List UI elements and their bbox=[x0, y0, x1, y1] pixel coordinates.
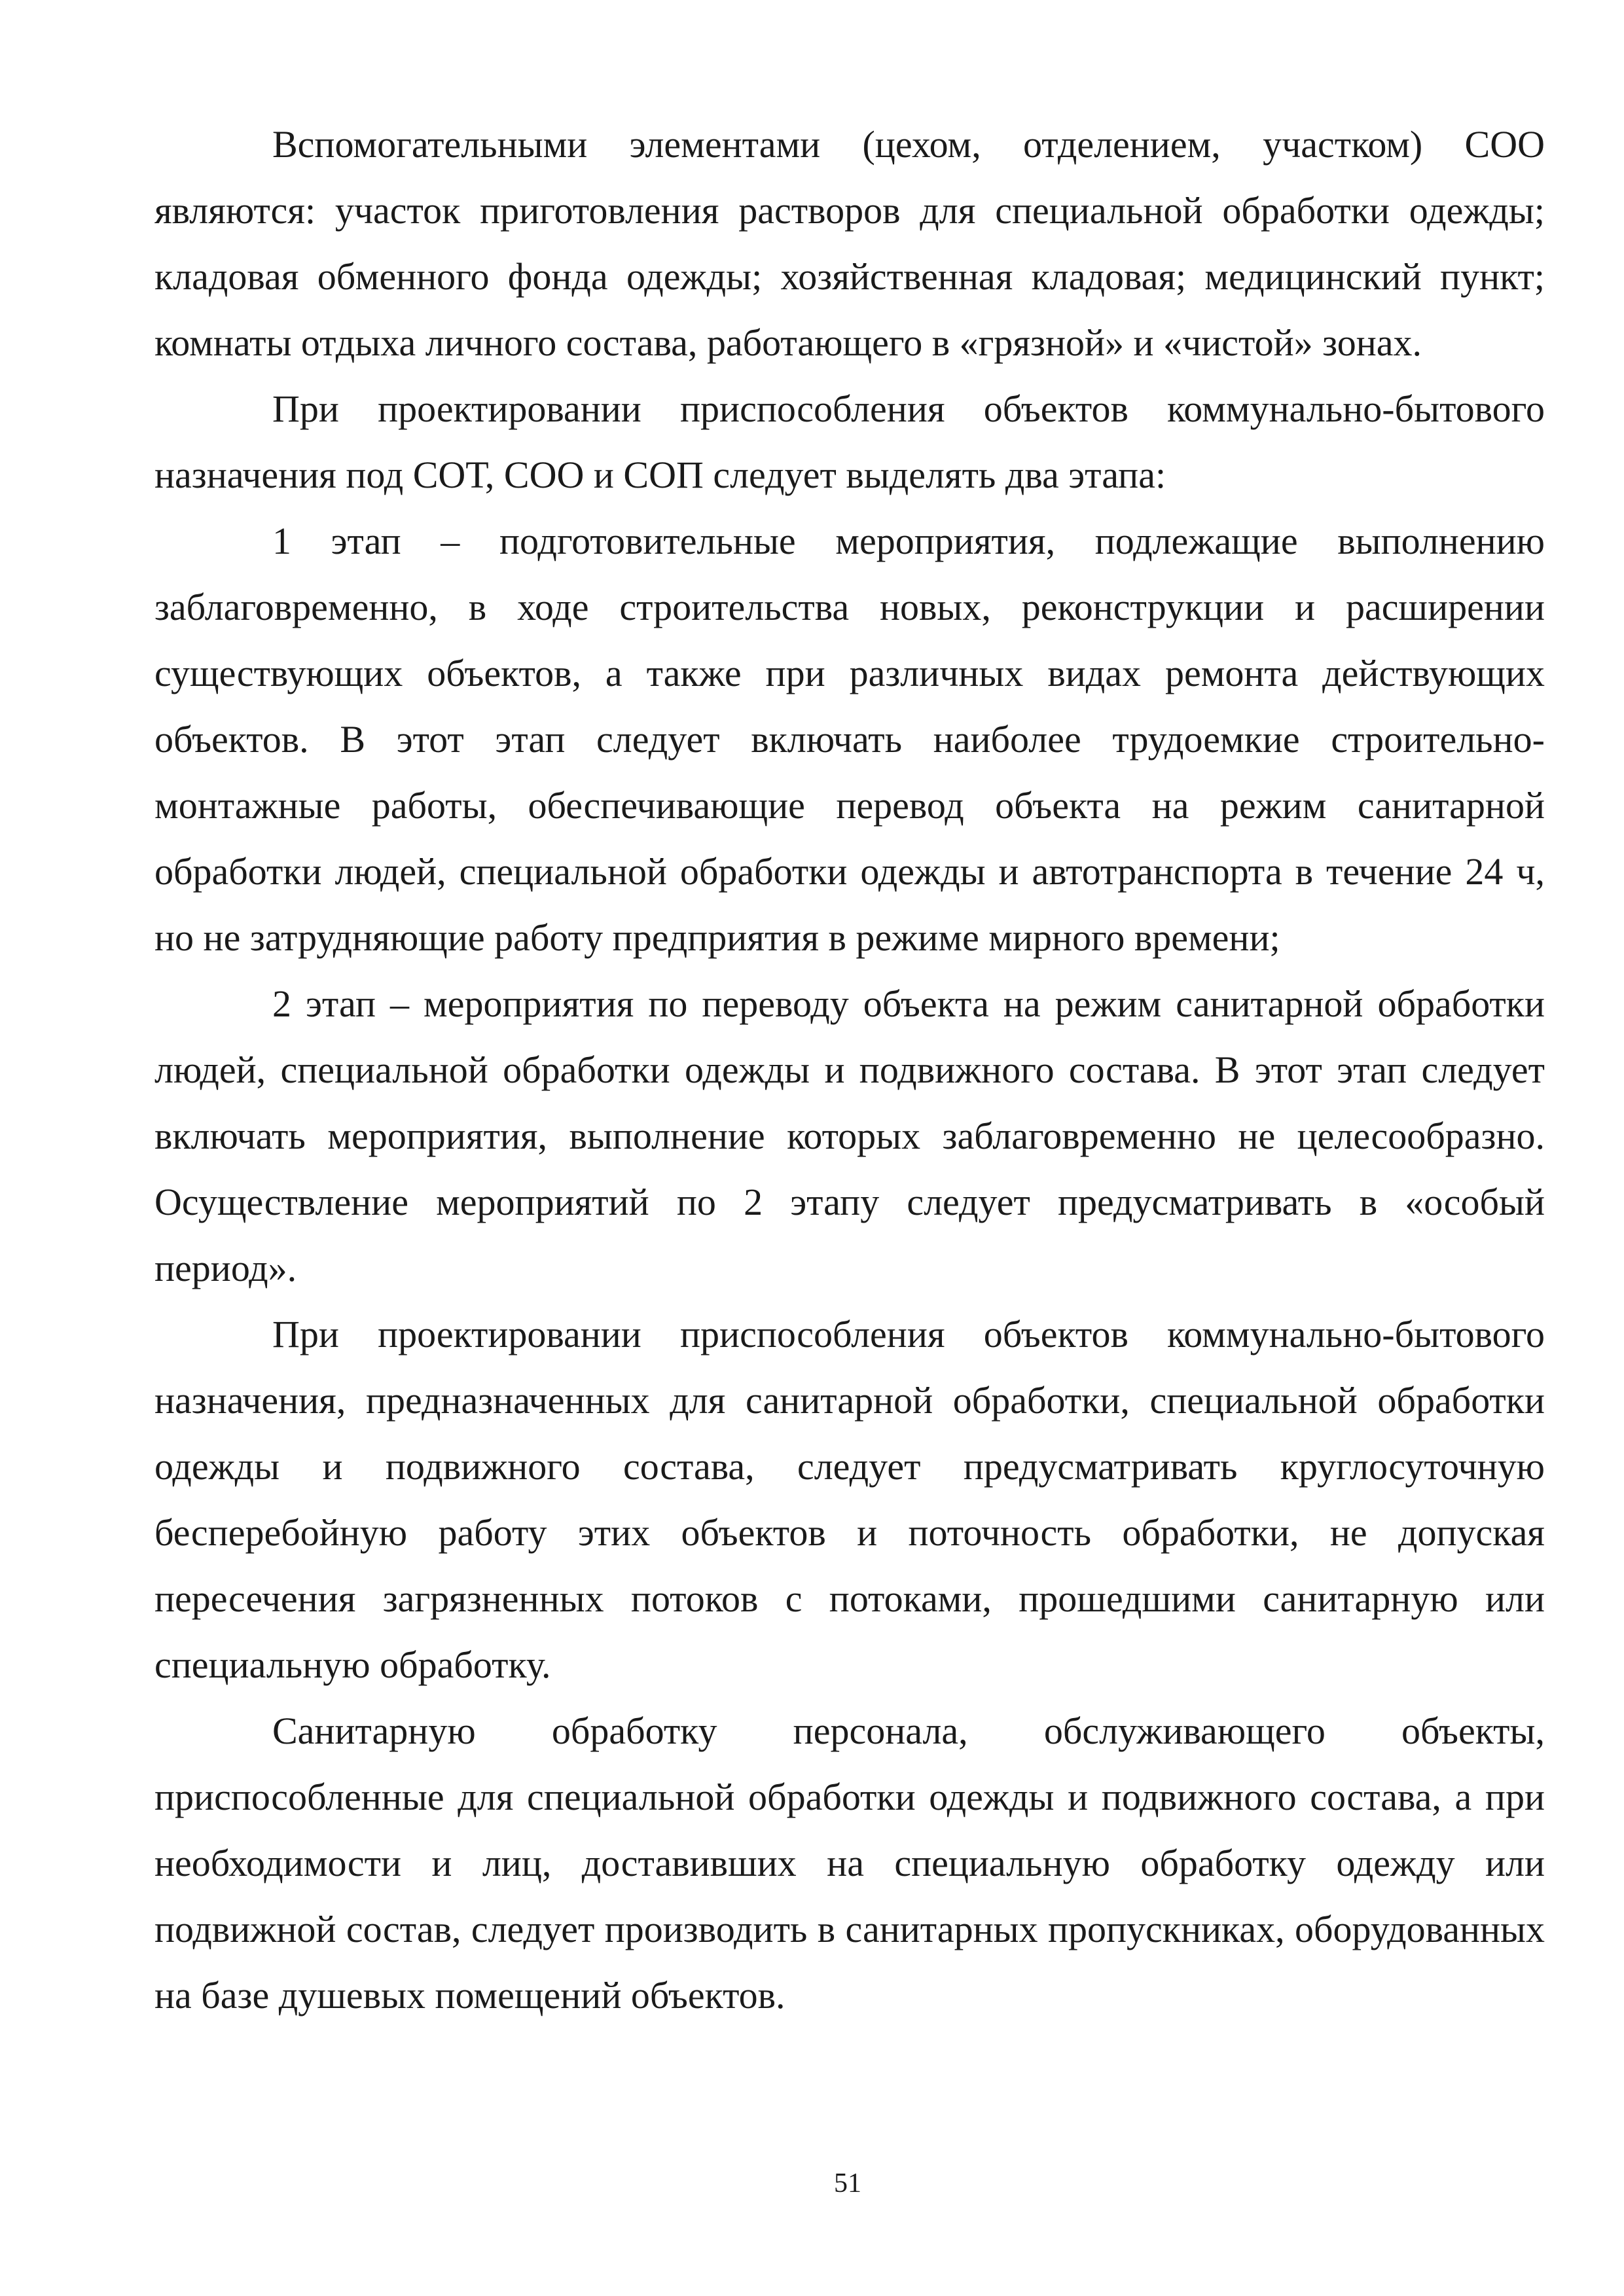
paragraph-personnel-sanitization: Санитарную обработку персонала, обслуживающего объекты, приспособленные для специальной обработки одежды и подвижного состава, а при необходимости и лиц, доставивших на специальную обработку одежду или подвижной состав, следует производить в санитарных пропускниках, оборудованных на базе душевых помещений объектов. bbox=[154, 1710, 1545, 2017]
paragraph-auxiliary-elements: Вспомогательными элементами (цехом, отделением, участком) СОО являются: участок приготовления растворов для специальной обработки одежды; кладовая обменного фонда одежды; хозяйственная кладовая; медицинский пункт; комнаты отдыха личного состава, работающего в «грязной» и «чистой» зонах. bbox=[154, 123, 1545, 364]
page-number: 51 bbox=[834, 2168, 861, 2198]
paragraph-stage-2: 2 этап – мероприятия по переводу объекта на режим санитарной обработки людей, специальной обработки одежды и подвижного состава. В этот этап следует включать мероприятия, выполнение которых заблаговременно не целесообразно. Осуществление мероприятий по 2 этапу следует предусматривать в «особый период». bbox=[154, 982, 1545, 1289]
paragraph-stage-1: 1 этап – подготовительные мероприятия, подлежащие выполнению заблаговременно, в ходе строительства новых, реконструкции и расширении существующих объектов, а также при различных видах ремонта действующих объектов. В этот этап следует включать наиболее трудоемкие строительно-монтажные работы, обеспечивающие перевод объекта на режим санитарной обработки людей, специальной обработки одежды и автотранспорта в течение 24 ч, но не затрудняющие работу предприятия в режиме мирного времени; bbox=[154, 520, 1545, 959]
paragraph-design-stages-intro: При проектировании приспособления объектов коммунально-бытового назначения под СОТ, СОО и СОП следует выделять два этапа: bbox=[154, 387, 1545, 496]
paragraph-continuous-operation: При проектировании приспособления объектов коммунально-бытового назначения, предназначенных для санитарной обработки, специальной обработки одежды и подвижного состава, следует предусматривать круглосуточную бесперебойную работу этих объектов и поточность обработки, не допуская пересечения загрязненных потоков с потоками, прошедшими санитарную или специальную обработку. bbox=[154, 1313, 1545, 1686]
document-body bbox=[154, 111, 1545, 2028]
